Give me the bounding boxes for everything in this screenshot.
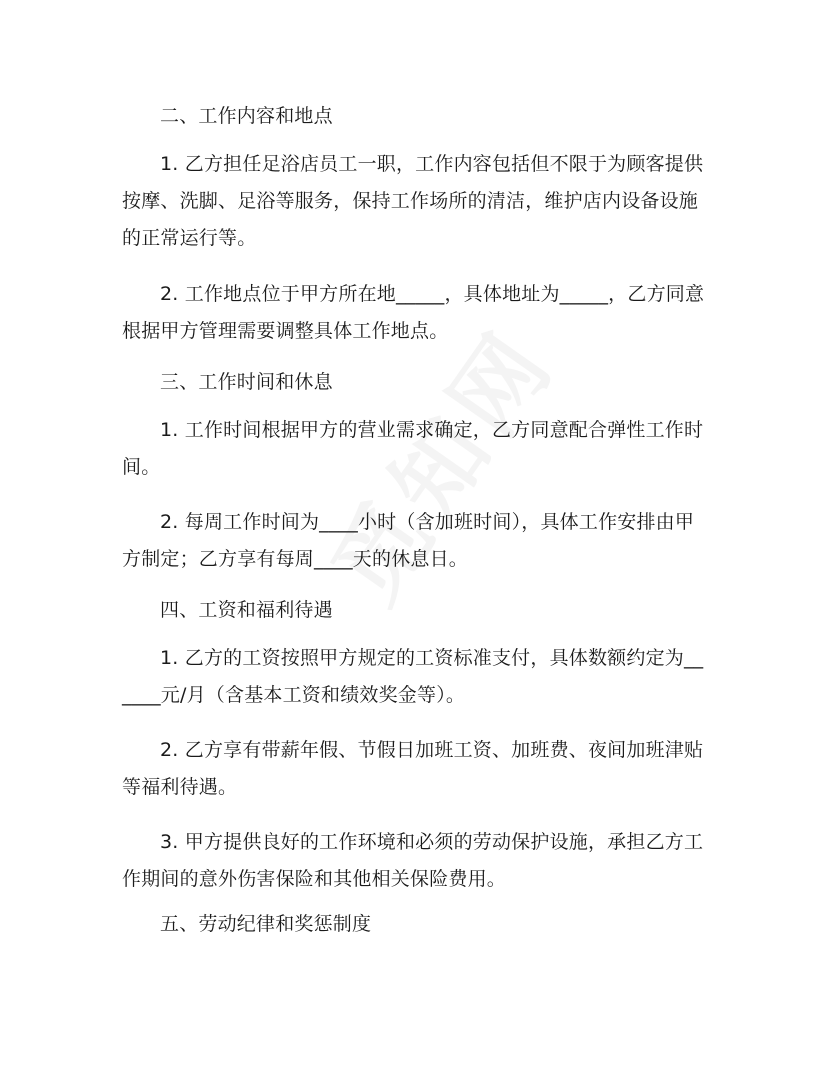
section-4-paragraph-2: 2. 乙方享有带薪年假、节假日加班工资、加班费、夜间加班津贴等福利待遇。	[122, 739, 704, 798]
section-heading-3: 三、工作时间和休息	[160, 371, 333, 393]
section-heading-4: 四、工资和福利待遇	[160, 599, 333, 621]
section-3-paragraph-2: 2. 每周工作时间为____小时（含加班时间），具体工作安排由甲方制定；乙方享有每周____天的休息日。	[122, 511, 695, 570]
section-2-paragraph-1: 1. 乙方担任足浴店员工一职，工作内容包括但不限于为顾客提供按摩、洗脚、足浴等服务，保持工作场所的清洁，维护店内设备设施的正常运行等。	[122, 153, 704, 249]
section-2-paragraph-2: 2. 工作地点位于甲方所在地_____，具体地址为_____，乙方同意根据甲方管理需要调整具体工作地点。	[122, 283, 705, 342]
section-4-paragraph-1: 1. 乙方的工资按照甲方规定的工资标准支付，具体数额约定为______元/月（含基本工资和绩效奖金等）。	[122, 647, 704, 706]
section-3-paragraph-1: 1. 工作时间根据甲方的营业需求确定，乙方同意配合弹性工作时间。	[122, 419, 704, 478]
section-heading-5: 五、劳动纪律和奖惩制度	[160, 913, 372, 935]
section-heading-2: 二、工作内容和地点	[160, 105, 333, 127]
section-4-paragraph-3: 3. 甲方提供良好的工作环境和必须的劳动保护设施，承担乙方工作期间的意外伤害保险和其他相关保险费用。	[122, 831, 704, 890]
